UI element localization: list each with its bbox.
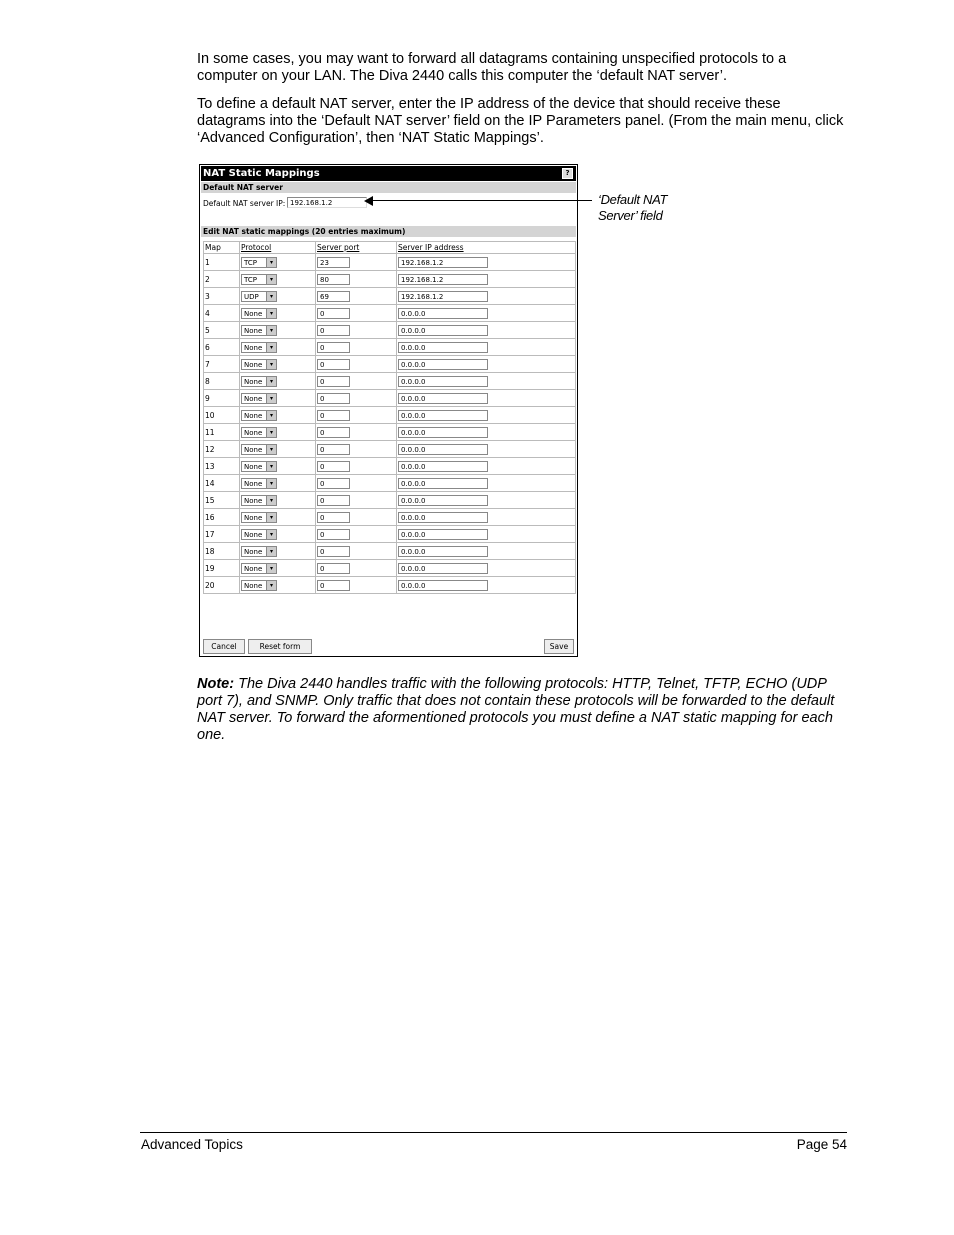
server-ip-cell	[397, 288, 576, 305]
server-port-cell	[316, 288, 397, 305]
protocol-select[interactable]	[241, 291, 277, 302]
protocol-cell	[240, 390, 316, 407]
dropdown-arrow-icon[interactable]: ▾	[266, 377, 276, 386]
server-ip-cell	[397, 441, 576, 458]
protocol-cell	[240, 526, 316, 543]
server-ip-input[interactable]: 0.0.0.0	[398, 495, 488, 506]
server-port-cell	[316, 509, 397, 526]
protocol-select[interactable]	[241, 376, 277, 387]
protocol-value: None	[244, 581, 263, 590]
map-number: 3	[204, 288, 240, 305]
server-ip-cell	[397, 373, 576, 390]
server-port-input[interactable]: 0	[317, 461, 350, 472]
server-port-input[interactable]: 0	[317, 512, 350, 523]
server-port-cell	[316, 577, 397, 594]
protocol-select[interactable]	[241, 342, 277, 353]
protocol-value: None	[244, 547, 263, 556]
server-port-cell	[316, 441, 397, 458]
table-row	[204, 577, 576, 594]
dropdown-arrow-icon[interactable]: ▾	[266, 326, 276, 335]
server-port-input[interactable]: 0	[317, 580, 350, 591]
table-row	[204, 305, 576, 322]
server-ip-cell	[397, 305, 576, 322]
server-port-cell	[316, 271, 397, 288]
table-row	[204, 339, 576, 356]
server-port-input[interactable]: 0	[317, 325, 350, 336]
server-ip-cell	[397, 560, 576, 577]
protocol-value: None	[244, 445, 263, 454]
protocol-value: None	[244, 513, 263, 522]
server-ip-input[interactable]: 192.168.1.2	[398, 274, 488, 285]
server-ip-cell	[397, 577, 576, 594]
dropdown-arrow-icon[interactable]: ▾	[266, 581, 276, 590]
protocol-value: None	[244, 496, 263, 505]
instructions-paragraph: To define a default NAT server, enter the IP address of the device that should receive these datagrams into the ‘Default NAT server’ field on the IP Parameters panel. (From the main menu, click ‘Advanced Configuration’, then ‘NAT Static Mappings’.	[197, 96, 844, 146]
protocol-value: UDP	[244, 292, 259, 301]
map-number: 4	[204, 305, 240, 322]
protocol-select[interactable]	[241, 308, 277, 319]
server-port-input[interactable]: 80	[317, 274, 350, 285]
map-number: 14	[204, 475, 240, 492]
intro-paragraph: In some cases, you may want to forward all datagrams containing unspecified protocols to a computer on your LAN. The Diva 2440 calls this computer the ‘default NAT server’.	[197, 51, 787, 84]
dropdown-arrow-icon[interactable]: ▾	[266, 462, 276, 471]
note-text: The Diva 2440 handles traffic with the following protocols: HTTP, Telnet, TFTP, ECHO (UDP port 7), and SNMP. Only traffic that does not contain these protocols will be forwarded to the default NAT server. To forward the aformentioned protocols you must define a NAT static mapping for each one.	[197, 676, 835, 743]
callout-line-2: Server’ field	[598, 208, 663, 223]
note-paragraph	[197, 676, 847, 744]
map-number: 13	[204, 458, 240, 475]
protocol-cell	[240, 288, 316, 305]
col-server-port[interactable]: Server port	[316, 242, 397, 254]
dropdown-arrow-icon[interactable]: ▾	[266, 479, 276, 488]
protocol-select[interactable]	[241, 461, 277, 472]
section-edit-mappings: Edit NAT static mappings (20 entries maximum)	[201, 226, 576, 237]
col-map: Map	[204, 242, 240, 254]
protocol-cell	[240, 560, 316, 577]
server-port-cell	[316, 458, 397, 475]
server-port-cell	[316, 560, 397, 577]
protocol-cell	[240, 577, 316, 594]
server-port-input[interactable]: 23	[317, 257, 350, 268]
protocol-value: None	[244, 309, 263, 318]
dropdown-arrow-icon[interactable]: ▾	[266, 513, 276, 522]
map-number: 11	[204, 424, 240, 441]
callout-arrow-line	[372, 200, 592, 201]
server-ip-input[interactable]: 0.0.0.0	[398, 478, 488, 489]
dropdown-arrow-icon[interactable]: ▾	[266, 394, 276, 403]
server-port-input[interactable]: 0	[317, 495, 350, 506]
protocol-cell	[240, 305, 316, 322]
table-row	[204, 390, 576, 407]
table-row	[204, 458, 576, 475]
server-port-input[interactable]: 0	[317, 563, 350, 574]
server-ip-input[interactable]: 0.0.0.0	[398, 410, 488, 421]
panel-title: NAT Static Mappings	[203, 168, 320, 179]
table-row	[204, 475, 576, 492]
server-ip-input[interactable]: 0.0.0.0	[398, 308, 488, 319]
protocol-cell	[240, 271, 316, 288]
protocol-value: None	[244, 462, 263, 471]
default-ip-label: Default NAT server IP:	[203, 199, 286, 208]
map-number: 17	[204, 526, 240, 543]
server-ip-cell	[397, 407, 576, 424]
protocol-select[interactable]	[241, 427, 277, 438]
server-port-cell	[316, 254, 397, 271]
help-button[interactable]: ?	[562, 168, 573, 179]
protocol-select[interactable]	[241, 512, 277, 523]
protocol-cell	[240, 492, 316, 509]
server-port-cell	[316, 424, 397, 441]
map-number: 15	[204, 492, 240, 509]
protocol-cell	[240, 407, 316, 424]
protocol-select[interactable]	[241, 359, 277, 370]
server-ip-cell	[397, 322, 576, 339]
protocol-value: None	[244, 326, 263, 335]
table-row	[204, 373, 576, 390]
table-row	[204, 407, 576, 424]
server-ip-input[interactable]: 0.0.0.0	[398, 580, 488, 591]
server-ip-input[interactable]: 0.0.0.0	[398, 444, 488, 455]
protocol-select[interactable]	[241, 495, 277, 506]
map-number: 1	[204, 254, 240, 271]
protocol-value: None	[244, 479, 263, 488]
protocol-cell	[240, 322, 316, 339]
server-ip-input[interactable]: 0.0.0.0	[398, 393, 488, 404]
map-number: 18	[204, 543, 240, 560]
server-ip-cell	[397, 509, 576, 526]
dropdown-arrow-icon[interactable]: ▾	[266, 275, 276, 284]
protocol-cell	[240, 475, 316, 492]
server-ip-input[interactable]: 0.0.0.0	[398, 512, 488, 523]
default-nat-callout	[598, 192, 688, 224]
map-number: 19	[204, 560, 240, 577]
protocol-select[interactable]	[241, 563, 277, 574]
footer-section-title: Advanced Topics	[141, 1137, 243, 1152]
server-port-input[interactable]: 0	[317, 359, 350, 370]
dropdown-arrow-icon[interactable]: ▾	[266, 428, 276, 437]
table-row	[204, 288, 576, 305]
col-protocol[interactable]: Protocol	[240, 242, 316, 254]
server-port-input[interactable]: 0	[317, 444, 350, 455]
note-label: Note:	[197, 676, 235, 692]
server-port-input[interactable]: 69	[317, 291, 350, 302]
map-number: 12	[204, 441, 240, 458]
server-port-cell	[316, 373, 397, 390]
protocol-value: None	[244, 564, 263, 573]
server-port-cell	[316, 475, 397, 492]
server-port-input[interactable]: 0	[317, 546, 350, 557]
protocol-select[interactable]	[241, 546, 277, 557]
server-port-input[interactable]: 0	[317, 427, 350, 438]
server-ip-cell	[397, 424, 576, 441]
table-row	[204, 424, 576, 441]
protocol-cell	[240, 356, 316, 373]
table-row	[204, 526, 576, 543]
protocol-value: None	[244, 343, 263, 352]
server-port-cell	[316, 492, 397, 509]
server-port-cell	[316, 390, 397, 407]
table-row	[204, 356, 576, 373]
panel-title-bar	[201, 166, 576, 181]
protocol-value: TCP	[244, 275, 257, 284]
protocol-value: None	[244, 377, 263, 386]
server-ip-input[interactable]: 0.0.0.0	[398, 546, 488, 557]
table-row	[204, 441, 576, 458]
server-ip-cell	[397, 254, 576, 271]
server-port-cell	[316, 356, 397, 373]
protocol-cell	[240, 509, 316, 526]
dropdown-arrow-icon[interactable]: ▾	[266, 258, 276, 267]
map-number: 7	[204, 356, 240, 373]
protocol-select[interactable]	[241, 529, 277, 540]
protocol-cell	[240, 441, 316, 458]
dropdown-arrow-icon[interactable]: ▾	[266, 360, 276, 369]
server-port-input[interactable]: 0	[317, 376, 350, 387]
dropdown-arrow-icon[interactable]: ▾	[266, 496, 276, 505]
protocol-select[interactable]	[241, 444, 277, 455]
table-row	[204, 509, 576, 526]
server-port-input[interactable]: 0	[317, 478, 350, 489]
mappings-table	[203, 241, 576, 594]
nat-static-mappings-screenshot	[199, 164, 578, 657]
table-row	[204, 322, 576, 339]
server-ip-cell	[397, 526, 576, 543]
server-ip-cell	[397, 339, 576, 356]
protocol-value: TCP	[244, 258, 257, 267]
server-ip-cell	[397, 271, 576, 288]
col-server-ip[interactable]: Server IP address	[397, 242, 576, 254]
server-port-input[interactable]: 0	[317, 308, 350, 319]
server-port-cell	[316, 305, 397, 322]
dropdown-arrow-icon[interactable]: ▾	[266, 411, 276, 420]
protocol-cell	[240, 339, 316, 356]
dropdown-arrow-icon[interactable]: ▾	[266, 309, 276, 318]
dropdown-arrow-icon[interactable]: ▾	[266, 564, 276, 573]
dropdown-arrow-icon[interactable]: ▾	[266, 530, 276, 539]
protocol-cell	[240, 373, 316, 390]
server-ip-cell	[397, 475, 576, 492]
protocol-value: None	[244, 411, 263, 420]
server-port-cell	[316, 543, 397, 560]
server-ip-input[interactable]: 0.0.0.0	[398, 359, 488, 370]
server-ip-cell	[397, 390, 576, 407]
map-number: 10	[204, 407, 240, 424]
default-nat-ip-input[interactable]: 192.168.1.2	[287, 197, 367, 208]
server-ip-cell	[397, 356, 576, 373]
server-port-cell	[316, 407, 397, 424]
protocol-select[interactable]	[241, 580, 277, 591]
table-row	[204, 254, 576, 271]
reset-form-button[interactable]: Reset form	[248, 639, 312, 654]
map-number: 20	[204, 577, 240, 594]
table-row	[204, 492, 576, 509]
server-port-cell	[316, 526, 397, 543]
protocol-select[interactable]	[241, 478, 277, 489]
table-row	[204, 271, 576, 288]
server-port-input[interactable]: 0	[317, 342, 350, 353]
table-row	[204, 543, 576, 560]
protocol-value: None	[244, 394, 263, 403]
page-number: Page 54	[796, 1137, 847, 1152]
protocol-cell	[240, 458, 316, 475]
protocol-value: None	[244, 428, 263, 437]
mappings-body	[204, 254, 576, 594]
map-number: 5	[204, 322, 240, 339]
server-port-input[interactable]: 0	[317, 410, 350, 421]
protocol-select[interactable]	[241, 325, 277, 336]
protocol-select[interactable]	[241, 257, 277, 268]
server-ip-cell	[397, 492, 576, 509]
protocol-value: None	[244, 360, 263, 369]
protocol-cell	[240, 543, 316, 560]
server-ip-input[interactable]: 0.0.0.0	[398, 461, 488, 472]
server-ip-input[interactable]: 192.168.1.2	[398, 257, 488, 268]
server-port-input[interactable]: 0	[317, 393, 350, 404]
save-button[interactable]: Save	[544, 639, 574, 654]
map-number: 16	[204, 509, 240, 526]
server-ip-cell	[397, 543, 576, 560]
protocol-cell	[240, 254, 316, 271]
server-port-cell	[316, 339, 397, 356]
dropdown-arrow-icon[interactable]: ▾	[266, 292, 276, 301]
server-port-cell	[316, 322, 397, 339]
map-number: 2	[204, 271, 240, 288]
callout-arrow-head	[364, 196, 373, 206]
protocol-select[interactable]	[241, 274, 277, 285]
map-number: 9	[204, 390, 240, 407]
server-ip-input[interactable]: 0.0.0.0	[398, 342, 488, 353]
protocol-select[interactable]	[241, 393, 277, 404]
dropdown-arrow-icon[interactable]: ▾	[266, 547, 276, 556]
footer-rule	[140, 1132, 847, 1133]
server-ip-cell	[397, 458, 576, 475]
protocol-select[interactable]	[241, 410, 277, 421]
dropdown-arrow-icon[interactable]: ▾	[266, 343, 276, 352]
callout-line-1: ‘Default NAT	[598, 192, 668, 207]
table-row	[204, 560, 576, 577]
server-ip-input[interactable]: 0.0.0.0	[398, 376, 488, 387]
map-number: 8	[204, 373, 240, 390]
section-default-nat: Default NAT server	[201, 182, 576, 193]
protocol-cell	[240, 424, 316, 441]
server-ip-input[interactable]: 0.0.0.0	[398, 427, 488, 438]
server-ip-input[interactable]: 0.0.0.0	[398, 529, 488, 540]
server-ip-input[interactable]: 0.0.0.0	[398, 325, 488, 336]
server-port-input[interactable]: 0	[317, 529, 350, 540]
map-number: 6	[204, 339, 240, 356]
cancel-button[interactable]: Cancel	[203, 639, 245, 654]
dropdown-arrow-icon[interactable]: ▾	[266, 445, 276, 454]
protocol-value: None	[244, 530, 263, 539]
server-ip-input[interactable]: 192.168.1.2	[398, 291, 488, 302]
server-ip-input[interactable]: 0.0.0.0	[398, 563, 488, 574]
